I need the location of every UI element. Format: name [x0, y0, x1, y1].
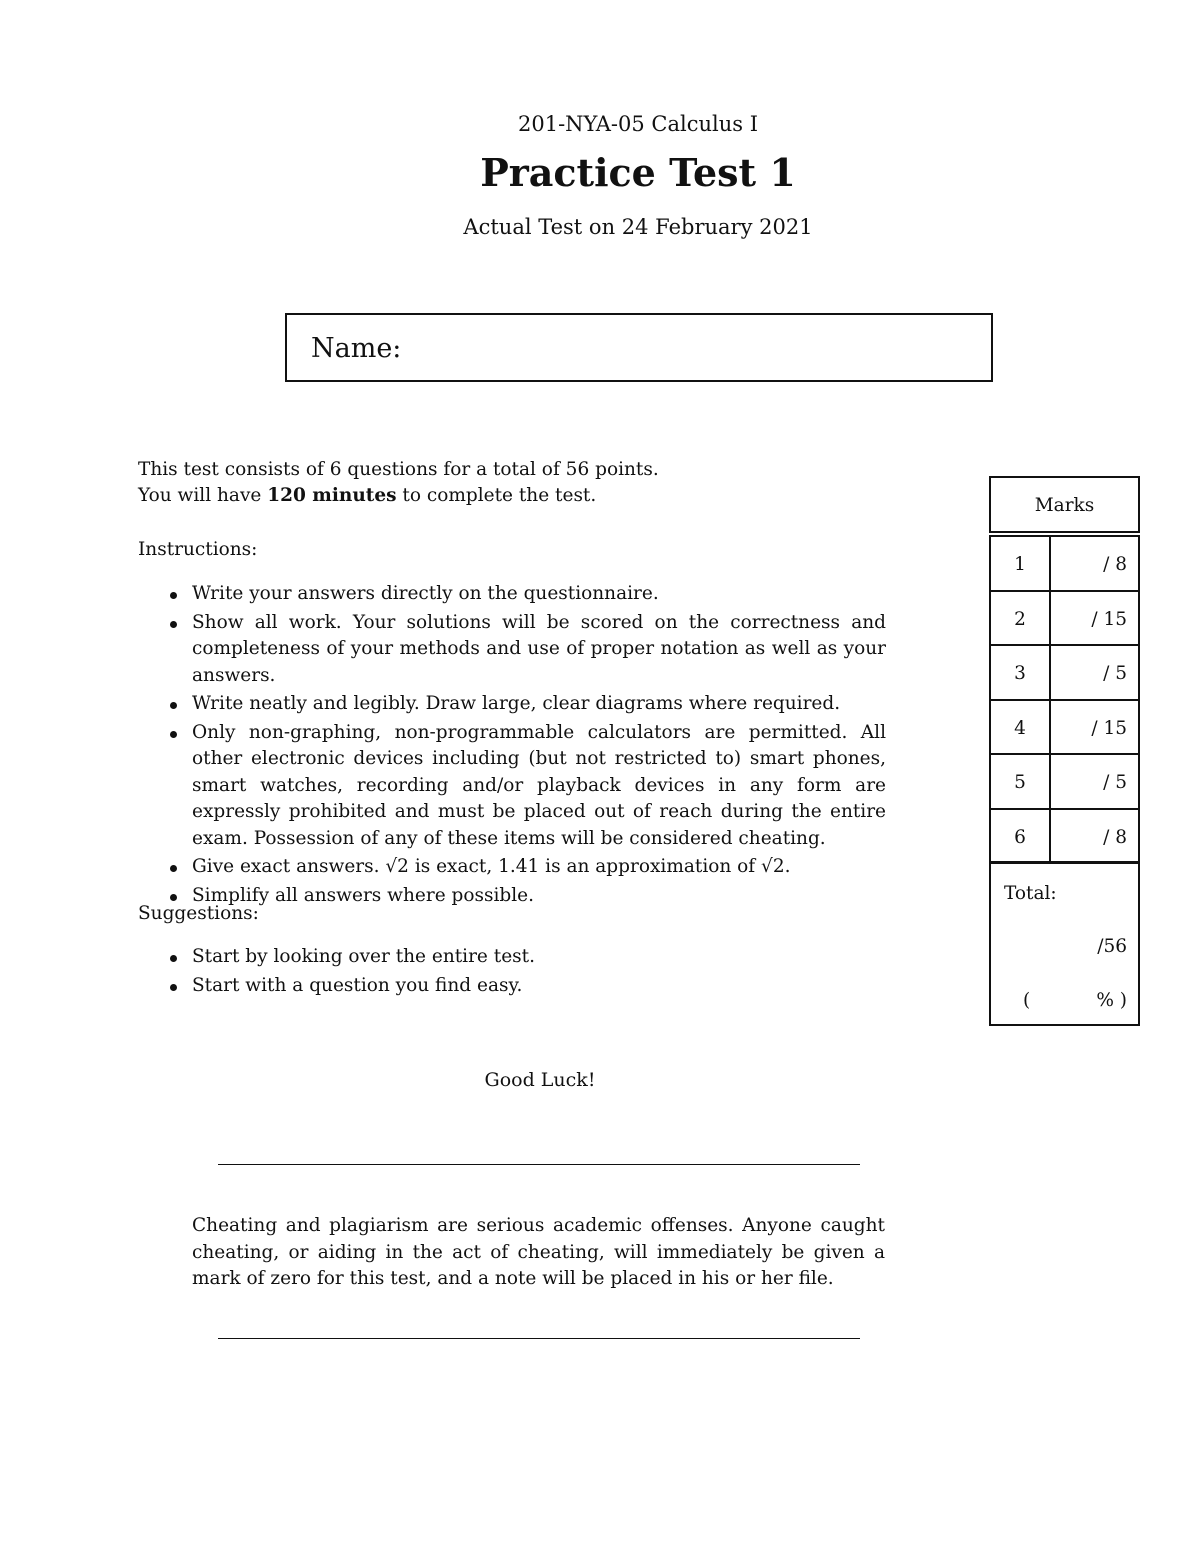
table-row [991, 808, 1138, 863]
list-item [138, 973, 886, 1000]
suggestions-list [138, 944, 886, 1001]
percent-open: ( [1023, 990, 1031, 1011]
good-luck-text: Good Luck! [484, 1069, 596, 1091]
instruction-text: Write your answers directly on the questionnaire. [192, 583, 659, 604]
question-number: 6 [991, 810, 1051, 863]
course-code: 201-NYA-05 Calculus I [517, 112, 759, 136]
intro-line-questions: This test consists of 6 questions for a total of 56 points. [138, 459, 659, 480]
instruction-text: Only non-graphing, non-programmable calculators are permitted. All other electronic devices including (but not restricted to) smart phones, smart watches, recording and/or playback devices in any form are expressly prohibited and must be placed out of reach during the entire exam. Possession of any of these items will be considered cheating. [192, 721, 886, 849]
time-suffix: to complete the test. [396, 485, 597, 506]
question-points: / 15 [1091, 608, 1127, 630]
total-label: Total: [1004, 883, 1057, 904]
question-points: / 5 [1103, 772, 1127, 793]
instruction-text: Give exact answers. √2 is exact, 1.41 is an approximation of √2. [192, 856, 791, 877]
question-number: 5 [991, 755, 1051, 808]
list-item [138, 854, 886, 881]
instruction-text: Write neatly and legibly. Draw large, clear diagrams where required. [192, 693, 841, 714]
marks-table [989, 535, 1140, 864]
marks-total-box [989, 861, 1140, 1026]
bullet-icon [170, 592, 177, 599]
academic-integrity-warning: Cheating and plagiarism are serious academic offenses. Anyone caught cheating, or aiding in the act of cheating, will immediately be given a mark of zero for this test, and a note will be placed in his or her file. [192, 1215, 885, 1289]
marks-table-heading: Marks [989, 476, 1140, 533]
intro-line-time [138, 483, 596, 509]
instructions-list [138, 581, 886, 911]
suggestion-text: Start with a question you find easy. [192, 974, 523, 996]
total-out-of: /56 [1097, 936, 1127, 957]
percent-close: % ) [1096, 990, 1127, 1011]
suggestion-text: Start by looking over the entire test. [192, 946, 535, 967]
question-points: / 8 [1103, 554, 1127, 575]
page-title: Practice Test 1 [480, 150, 796, 195]
list-item [138, 610, 886, 690]
bullet-icon [170, 865, 177, 872]
time-limit: 120 minutes [267, 485, 397, 506]
bullet-icon [170, 621, 177, 628]
question-points: / 8 [1103, 826, 1127, 848]
table-row [991, 699, 1138, 754]
name-label: Name: [311, 333, 402, 364]
question-points: / 5 [1103, 663, 1127, 684]
table-row [991, 537, 1138, 590]
test-date: Actual Test on 24 February 2021 [463, 215, 813, 239]
bullet-icon [170, 702, 177, 709]
question-number: 2 [991, 592, 1051, 645]
time-prefix: You will have [138, 485, 268, 506]
bullet-icon [170, 894, 177, 901]
question-points: / 15 [1091, 717, 1127, 739]
list-item [138, 944, 886, 971]
instruction-text: Simplify all answers where possible. [192, 884, 535, 906]
name-field[interactable] [285, 313, 993, 382]
table-row [991, 644, 1138, 699]
bullet-icon [170, 984, 177, 991]
list-item [138, 720, 886, 853]
bullet-icon [170, 955, 177, 962]
instruction-text: Show all work. Your solutions will be scored on the correctness and completeness of your methods and use of proper notation as well as your answers. [192, 611, 886, 686]
divider [218, 1164, 860, 1165]
question-number: 4 [991, 701, 1051, 754]
list-item [138, 581, 886, 608]
question-number: 1 [991, 537, 1051, 590]
divider [218, 1338, 860, 1339]
question-number: 3 [991, 646, 1051, 699]
table-row [991, 590, 1138, 645]
list-item [138, 691, 886, 718]
table-row [991, 753, 1138, 808]
instructions-heading: Instructions: [138, 539, 258, 560]
suggestions-heading: Suggestions: [138, 903, 259, 924]
bullet-icon [170, 731, 177, 738]
